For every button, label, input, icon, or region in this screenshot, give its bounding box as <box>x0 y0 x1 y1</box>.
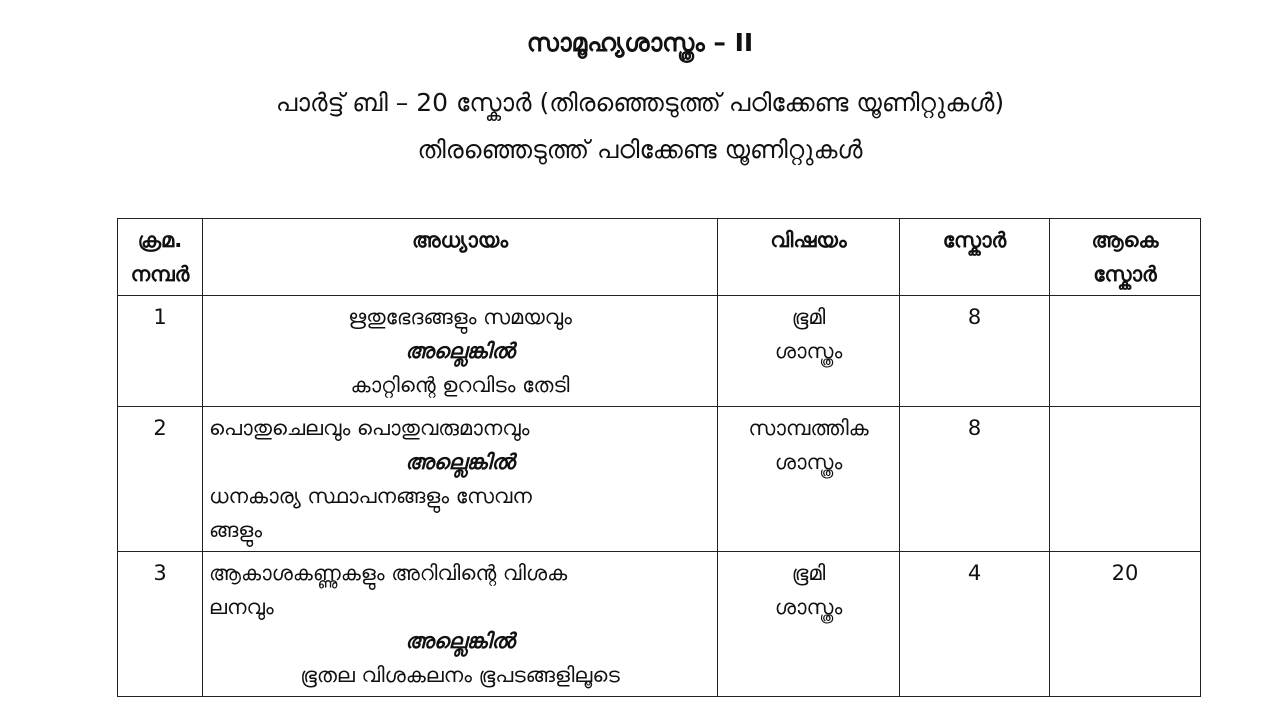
or-label: അല്ലെങ്കിൽ <box>405 339 515 363</box>
table-header-row <box>118 219 1201 296</box>
row-chapter: ആകാശകണ്ണുകളും അറിവിന്റെ വിശക ലനവും അല്ലെങ്കിൽ ഭൂതല വിശകലനം ഭൂപടങ്ങളിലൂടെ <box>203 552 718 697</box>
table-row <box>118 296 1201 407</box>
row-total-score <box>1050 407 1201 552</box>
row-score: 8 <box>900 407 1050 552</box>
header-total-score: ആകെ സ്കോർ <box>1050 219 1201 296</box>
page-subtitle: പാർട്ട് ബി – 20 സ്കോർ (തിരഞ്ഞെടുത്ത് പഠിക്കേണ്ട യൂണിറ്റുകൾ) <box>275 88 1005 117</box>
row-subject: ഭൂമി ശാസ്ത്രം <box>718 552 900 697</box>
or-label: അല്ലെങ്കിൽ <box>405 629 515 653</box>
row-subject: ഭൂമി ശാസ്ത്രം <box>718 296 900 407</box>
page-subtitle-2: തിരഞ്ഞെടുത്ത് പഠിക്കേണ്ട യൂണിറ്റുകൾ <box>417 135 863 164</box>
header-serial-number: ക്രമ. നമ്പർ <box>118 219 203 296</box>
row-chapter: ഋതുഭേദങ്ങളും സമയവും അല്ലെങ്കിൽ കാറ്റിന്റെ ഉറവിടം തേടി <box>203 296 718 407</box>
header-subject: വിഷയം <box>718 219 900 296</box>
row-number: 2 <box>118 407 203 552</box>
or-label: അല്ലെങ്കിൽ <box>405 450 515 474</box>
row-number: 3 <box>118 552 203 697</box>
header-chapter: അധ്യായം <box>203 219 718 296</box>
table-row <box>118 552 1201 697</box>
row-total-score: 20 <box>1050 552 1201 697</box>
row-score: 8 <box>900 296 1050 407</box>
row-score: 4 <box>900 552 1050 697</box>
header-score: സ്കോർ <box>900 219 1050 296</box>
row-subject: സാമ്പത്തിക ശാസ്ത്രം <box>718 407 900 552</box>
row-total-score <box>1050 296 1201 407</box>
row-chapter: പൊതുചെലവും പൊതുവരുമാനവും അല്ലെങ്കിൽ ധനകാര്യ സ്ഥാപനങ്ങളും സേവന ങ്ങളും <box>203 407 718 552</box>
row-number: 1 <box>118 296 203 407</box>
table-row <box>118 407 1201 552</box>
units-table <box>117 218 1201 697</box>
page-title: സാമൂഹ്യശാസ്ത്രം – II <box>526 28 754 57</box>
